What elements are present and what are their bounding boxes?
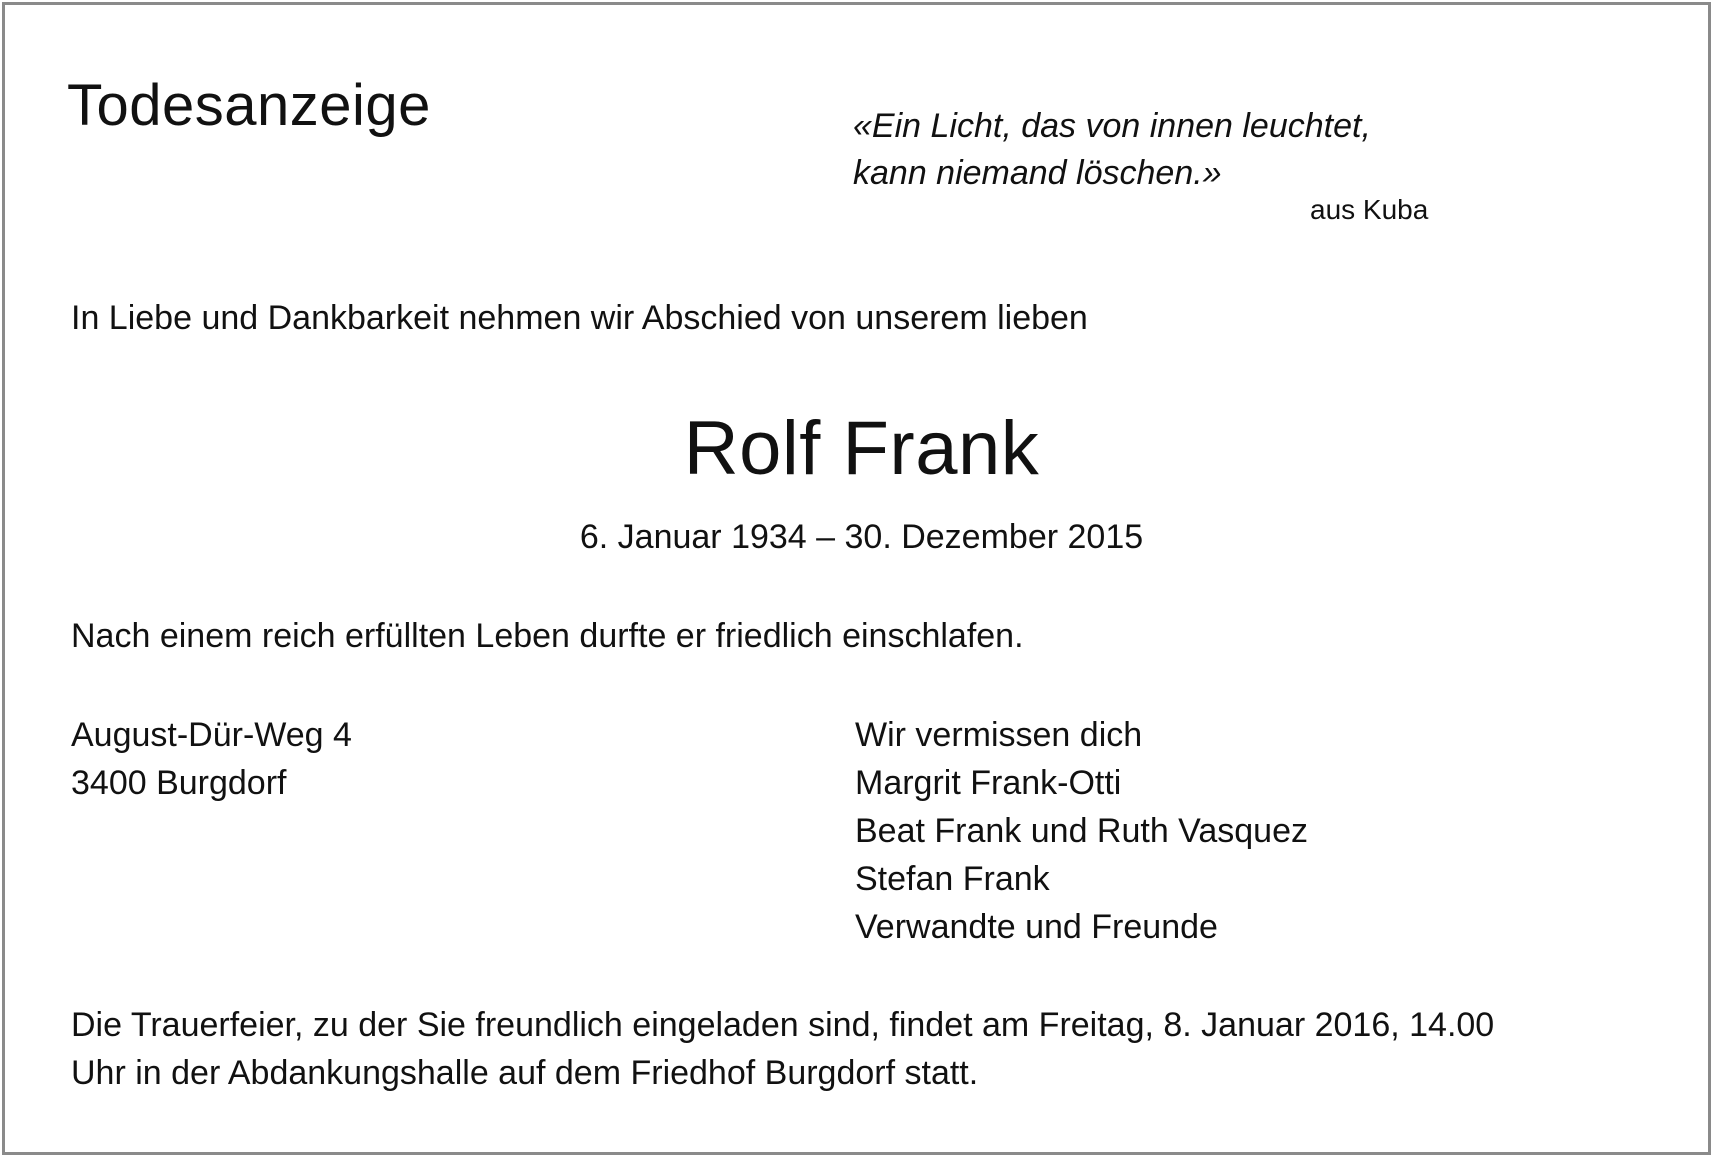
- mourner-line: Beat Frank und Ruth Vasquez: [855, 812, 1308, 850]
- address-line: 3400 Burgdorf: [71, 764, 287, 802]
- service-line: Uhr in der Abdankungshalle auf dem Friedhof Burgdorf statt.: [71, 1054, 979, 1092]
- notice-frame: [2, 2, 1711, 1155]
- service-info: [71, 1001, 1671, 1097]
- quote-source: aus Kuba: [1310, 194, 1429, 225]
- deceased-name: Rolf Frank: [683, 406, 1040, 491]
- farewell-message: Nach einem reich erfüllten Leben durfte er friedlich einschlafen.: [71, 617, 1024, 655]
- mourner-line: Wir vermissen dich: [855, 716, 1143, 754]
- mourner-line: Margrit Frank-Otti: [855, 764, 1122, 802]
- quote-line: «Ein Licht, das von innen leuchtet,: [853, 107, 1371, 145]
- quote-line: kann niemand löschen.»: [853, 154, 1222, 192]
- address-block: [71, 711, 352, 807]
- mourner-line: Verwandte und Freunde: [855, 908, 1218, 946]
- quote: [853, 103, 1473, 197]
- mourner-line: Stefan Frank: [855, 860, 1050, 898]
- intro-text: In Liebe und Dankbarkeit nehmen wir Abschied von unserem lieben: [71, 299, 1088, 337]
- life-dates: 6. Januar 1934 – 30. Dezember 2015: [579, 518, 1144, 556]
- mourners-block: [855, 711, 1308, 951]
- notice-heading: Todesanzeige: [67, 73, 431, 138]
- service-line: Die Trauerfeier, zu der Sie freundlich eingeladen sind, findet am Freitag, 8. Januar 2016, 14.00: [71, 1006, 1495, 1044]
- address-line: August-Dür-Weg 4: [71, 716, 352, 754]
